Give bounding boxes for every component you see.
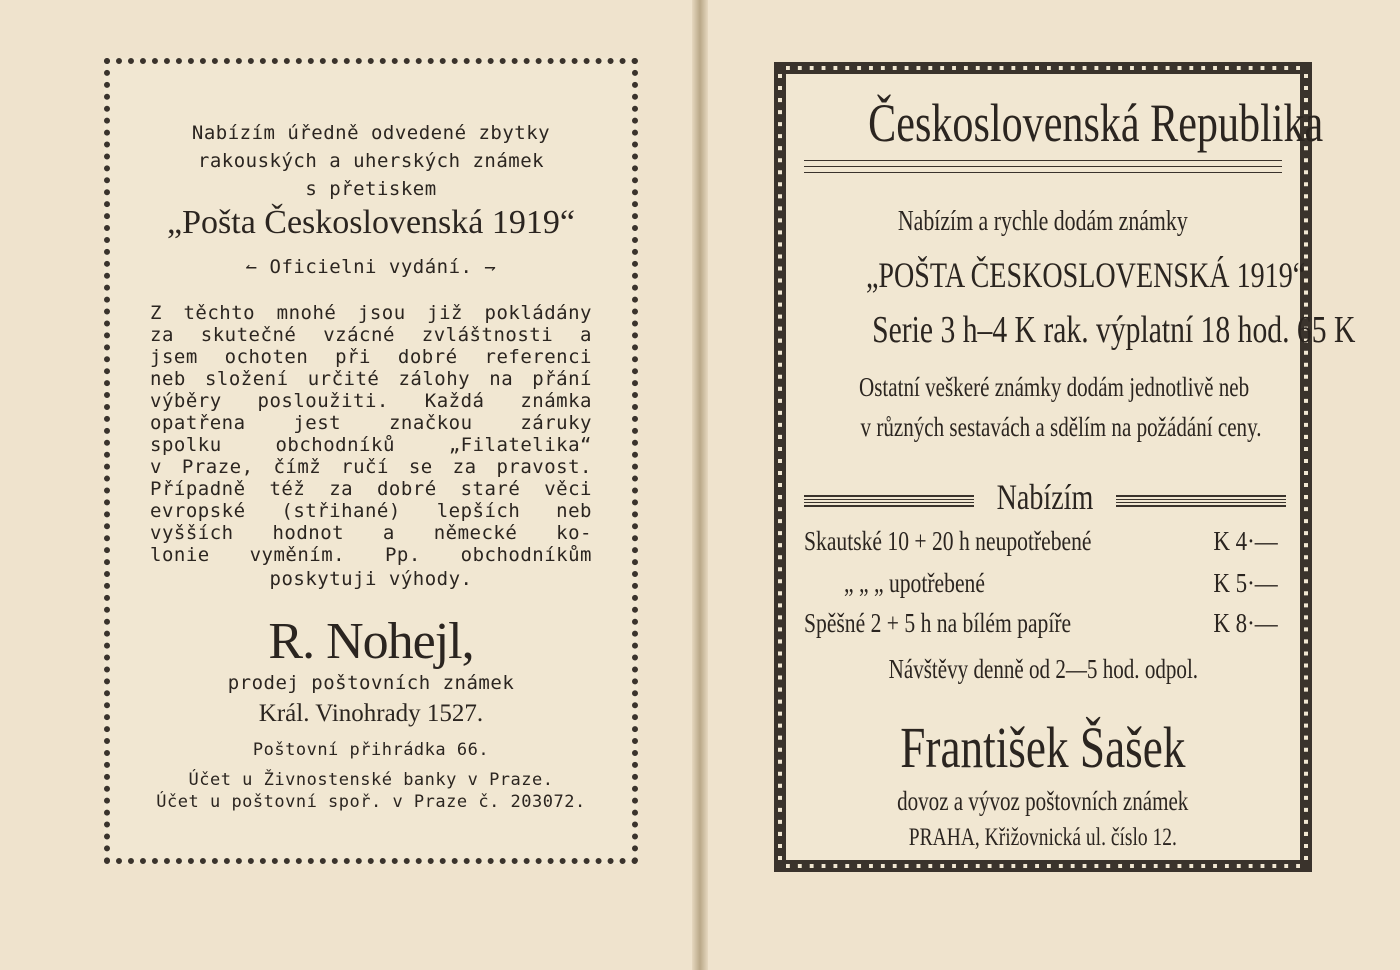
ad-text-line: poskytuji výhody.	[269, 568, 473, 590]
divider	[804, 172, 1282, 173]
ad-merchant-trade: dovoz a vývoz poštovních známek	[897, 786, 1189, 816]
ad-merchant-address: PRAHA, Křižovnická ul. číslo 12.	[908, 824, 1178, 851]
ad-stamp-title: „Pošta Československá 1919“	[167, 204, 575, 241]
advertisement-sasek	[774, 62, 1356, 872]
price-item: Skautské 10 + 20 h neupotřebené	[804, 526, 1092, 556]
book-gutter	[692, 0, 708, 970]
ad-text-line: rakouských a uherských známek	[197, 150, 545, 172]
divider	[804, 160, 1282, 161]
ad-stamp-title: „POŠTA ČESKOSLOVENSKÁ 1919“	[865, 255, 1306, 295]
ad-text-line: spolku obchodníků „Filatelika“	[150, 434, 592, 456]
ad-text-line: v Praze, čímž ručí se za pravost.	[150, 456, 592, 478]
rule-ornament	[804, 495, 974, 507]
ad-text-line: Nabízím úředně odvedené zbytky	[191, 122, 551, 144]
ad-offer-heading: Nabízím	[804, 476, 1282, 518]
ad-text-line: jsem ochoten při dobré referenci	[150, 346, 592, 368]
ad-postal-account: Účet u poštovní spoř. v Praze č. 203072.	[156, 792, 586, 812]
price-value: K 4·—	[1213, 526, 1278, 556]
price-value: K 5·—	[1213, 568, 1278, 598]
ad-offer-line: Nabízím a rychle dodám známky	[898, 206, 1188, 237]
ad-postbox: Poštovní přihrádka 66.	[252, 740, 490, 760]
ad-serie-price: Serie 3 h–4 K rak. výplatní 18 hod. 65 K	[872, 309, 1356, 351]
divider	[804, 166, 1282, 167]
ad-text-line: výběry posloužiti. Každá známka	[150, 390, 592, 412]
ad-merchant-trade: prodej poštovních známek	[227, 672, 515, 694]
ad-text-line: v různých sestavách a sdělím na požádání ceny.	[860, 412, 1262, 442]
advertisement-nohejl	[104, 58, 638, 864]
ad-heading: Československá Republika	[868, 93, 1324, 153]
ad-bank-account: Účet u Živnostenské banky v Praze.	[188, 770, 554, 790]
ad-visiting-hours: Návštěvy denně od 2—5 hod. odpol.	[888, 654, 1198, 684]
ad-text-line: Případně též za dobré staré věci	[150, 478, 592, 500]
ad-merchant-name: František Šašek	[900, 715, 1186, 780]
ad-text-line: Z těchto mnohé jsou již pokládány	[150, 302, 592, 324]
price-value: K 8·—	[1213, 608, 1278, 638]
ad-text-line: neb složení určité zálohy na přání	[150, 368, 592, 390]
price-item: „ „ „ upotřebené	[844, 568, 985, 598]
ad-text-line: lonie vyměním. Pp. obchodníkům	[150, 544, 592, 566]
ad-merchant-name: R. Nohejl,	[268, 613, 474, 670]
rule-ornament	[1116, 495, 1286, 507]
ad-merchant-address: Král. Vinohrady 1527.	[258, 700, 484, 727]
price-item: Spěšné 2 + 5 h na bílém papíře	[804, 608, 1072, 638]
ad-text-line: ↼ Oficielni vydání. ⇁	[245, 256, 497, 278]
ad-text-line: evropské (střihané) lepších neb	[150, 500, 592, 522]
ad-text-line: vyšších hodnot a německé ko-	[150, 522, 592, 544]
ad-text-line: opatřena jest značkou záruky	[150, 412, 592, 434]
ad-text-line: s přetiskem	[305, 178, 437, 200]
ad-text-line: Ostatní veškeré známky dodám jednotlivě neb	[859, 372, 1250, 402]
ad-text-line: za skutečné vzácné zvláštnosti a	[150, 324, 592, 346]
